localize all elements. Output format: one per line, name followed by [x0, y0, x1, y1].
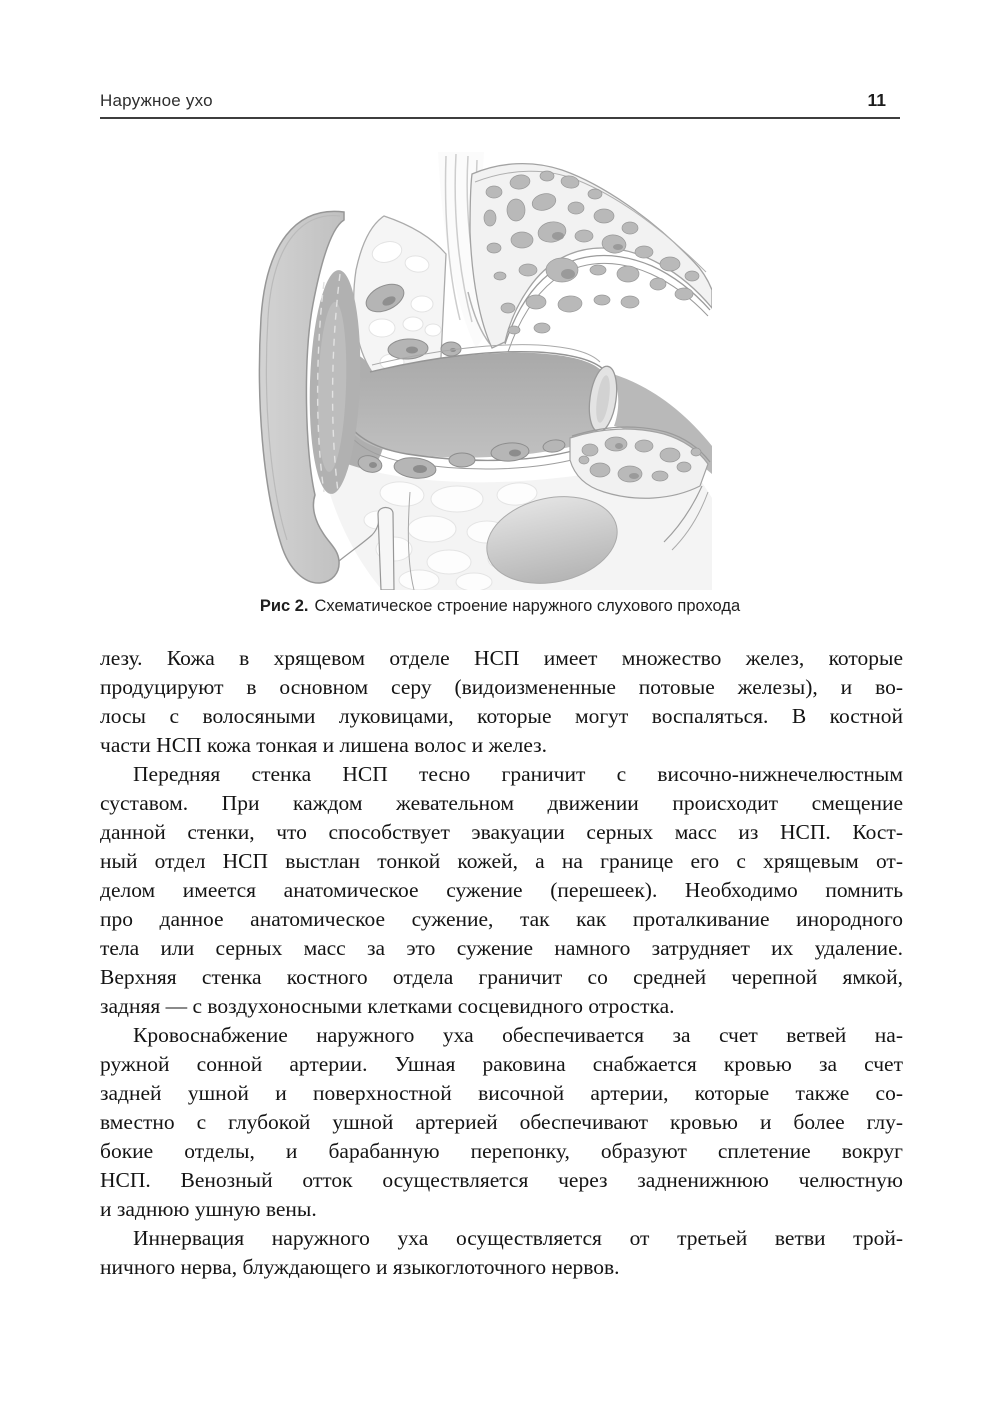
body-text-line: и заднюю ушную вены.	[100, 1197, 317, 1221]
figure	[232, 152, 712, 590]
figure-caption	[0, 597, 1000, 616]
paragraph	[100, 760, 903, 1021]
body-text-line: части НСП кожа тонкая и лишена волос и желез.	[100, 733, 548, 757]
header-rule	[100, 117, 900, 119]
page-number: 11	[867, 90, 886, 110]
body-text-line: бокие отделы, и барабанную перепонку, образуют сплетение вокруг	[100, 1139, 903, 1163]
body-text-line: данной стенки, что способствует эвакуации серных масс из НСП. Кост-	[100, 820, 903, 844]
body-text-line: делом имеется анатомическое сужение (перешеек). Необходимо помнить	[100, 878, 903, 902]
body-text-line: лосы с волосяными луковицами, которые могут воспаляться. В костной	[100, 704, 903, 728]
body-text-line: НСП. Венозный отток осуществляется через задненижнюю челюстную	[100, 1168, 903, 1192]
body-text-line: Передняя стенка НСП тесно граничит с височно-нижнечелюстным	[133, 762, 903, 786]
paragraph	[100, 1021, 903, 1224]
running-title: Наружное ухо	[100, 91, 213, 110]
body-text-line: ничного нерва, блуждающего и языкоглоточного нервов.	[100, 1255, 620, 1279]
temporal-bone	[470, 164, 712, 352]
body-text-line: ружной сонной артерии. Ушная раковина снабжается кровью за счет	[100, 1052, 903, 1076]
body-text-line: Кровоснабжение наружного уха обеспечивается за счет ветвей на-	[133, 1023, 903, 1047]
body-text-line: суставом. При каждом жевательном движении происходит смещение	[100, 791, 903, 815]
paragraph	[100, 1224, 903, 1282]
body-text-line: ный отдел НСП выстлан тонкой кожей, а на границе его с хрящевым от-	[100, 849, 903, 873]
body-text-line: лезу. Кожа в хрящевом отделе НСП имеет множество желез, которые	[100, 646, 903, 670]
body-text-line: Верхняя стенка костного отдела граничит со средней черепной ямкой,	[100, 965, 903, 989]
figure-caption-label: Рис 2.	[259, 597, 309, 615]
body-text-line: Иннервация наружного уха осуществляется от третьей ветви трой-	[133, 1226, 903, 1250]
page-header	[100, 90, 900, 111]
body-text-line: задней ушной и поверхностной височной артерии, которые также со-	[100, 1081, 903, 1105]
body-text-line: продуцируют в основном серу (видоизмененные потовые железы), и во-	[100, 675, 903, 699]
body-text-line: про данное анатомическое сужение, так как проталкивание инородного	[100, 907, 903, 931]
body-text-line: тела или серных масс за это сужение намного затрудняет их удаление.	[100, 936, 903, 960]
body-text	[100, 644, 903, 1282]
body-text-line: задняя — с воздухоносными клетками сосцевидного отростка.	[100, 994, 675, 1018]
ear-canal-illustration	[232, 152, 712, 590]
paragraph	[100, 644, 903, 760]
body-text-line: вместно с глубокой ушной артерией обеспечивают кровью и более глу-	[100, 1110, 903, 1134]
figure-caption-text: Схематическое строение наружного слухового прохода	[314, 597, 741, 615]
